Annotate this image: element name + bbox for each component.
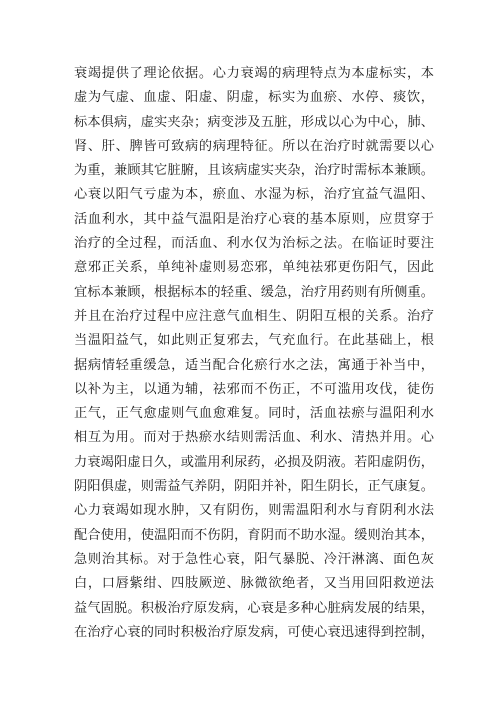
text-line: 正气，正气愈虚则气血愈难复。同时，活血祛瘀与温阳利水 (74, 406, 434, 422)
text-line: 标本俱病，虚实夹杂；病变涉及五脏，形成以心为中心，肺、 (74, 114, 434, 130)
text-line: 并且在治疗过程中应注意气血相生、阴阳互根的关系。治疗 (74, 308, 434, 324)
text-line: 虚为气虚、血虚、阳虚、阴虚，标实为血瘀、水停、痰饮， (74, 90, 434, 106)
text-line: 以补为主，以通为辅，祛邪而不伤正，不可滥用攻伐，徒伤 (74, 381, 434, 397)
text-line: 在治疗心衰的同时积极治疗原发病，可使心衰迅速得到控制， (74, 624, 434, 640)
text-line: 益气固脱。积极治疗原发病，心衰是多种心脏病发展的结果， (74, 600, 434, 616)
text-line: 急则治其标。对于急性心衰，阳气暴脱、冷汗淋漓、面色灰 (74, 551, 434, 567)
text-line: 力衰竭阳虚日久，或滥用利尿药，必损及阴液。若阳虚阴伤， (74, 454, 434, 470)
text-line: 白，口唇紫绀、四肢厥逆、脉微欲绝者，又当用回阳救逆法 (74, 576, 434, 592)
text-line: 衰竭提供了理论依据。心力衰竭的病理特点为本虚标实，本 (74, 66, 434, 81)
text-line: 心力衰竭如现水肿，又有阴伤，则需温阳利水与育阴利水法 (74, 503, 434, 519)
text-line: 治疗的全过程，而活血、利水仅为治标之法。在临证时要注 (74, 236, 434, 252)
text-line: 宜标本兼顾，根据标本的轻重、缓急，治疗用药则有所侧重。 (74, 284, 434, 300)
text-line: 当温阳益气，如此则正复邪去，气充血行。在此基础上，根 (74, 333, 434, 349)
text-line: 心衰以阳气亏虚为本，瘀血、水湿为标，治疗宜益气温阳、 (74, 187, 434, 203)
text-line: 肾、肝、脾皆可致病的病理特征。所以在治疗时就需要以心 (74, 138, 434, 154)
text-line: 阴阳俱虚，则需益气养阴，阴阳并补，阳生阴长，正气康复。 (74, 479, 434, 495)
text-line: 相互为用。而对于热瘀水结则需活血、利水、清热并用。心 (74, 430, 434, 446)
text-line: 意邪正关系，单纯补虚则易恋邪，单纯祛邪更伤阳气，因此 (74, 260, 434, 276)
text-line: 活血利水，其中益气温阳是治疗心衰的基本原则，应贯穿于 (74, 211, 434, 227)
body-text (74, 62, 434, 645)
text-line: 配合使用，使温阳而不伤阴，育阴而不助水湿。缓则治其本， (74, 527, 434, 543)
text-line: 为重，兼顾其它脏腑，且该病虚实夹杂，治疗时需标本兼顾。 (74, 163, 434, 179)
text-line: 据病情轻重缓急，适当配合化瘀行水之法，寓通于补当中， (74, 357, 434, 373)
